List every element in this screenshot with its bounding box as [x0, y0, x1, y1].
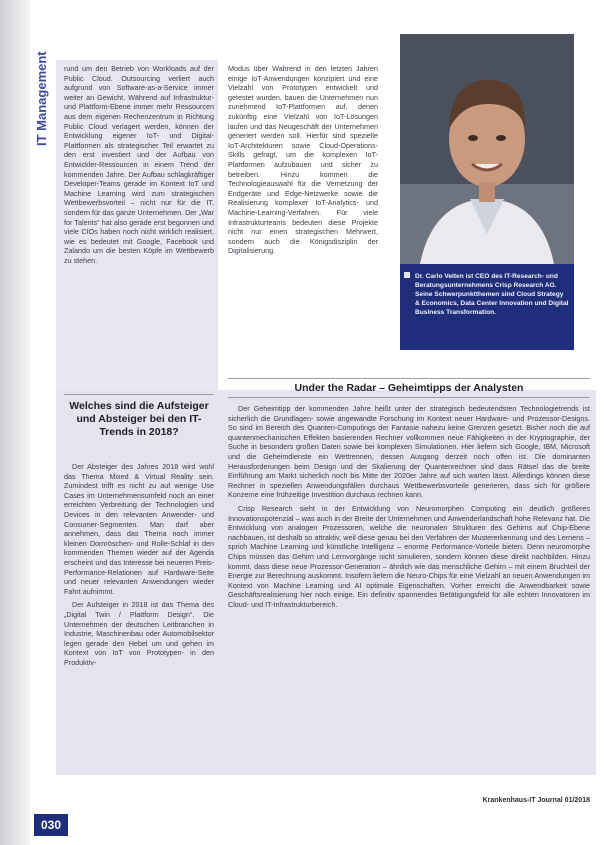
sidebar-text — [64, 462, 214, 772]
sidebar-title: Welches sind die Aufsteiger und Absteiger bei den IT-Trends in 2018? — [69, 400, 209, 438]
sidebar-paragraph: Der Aufsteiger in 2018 ist das Thema des „Digital Twin / Plattform Design“. Die Unternehmen der deutschen Leitbranchen in Industrie, Maschinenbau oder Automobilsektor legen gerade den Hebel um und gehen im Kontext von IoT von Prototypen- in den Produktiv- — [64, 600, 214, 667]
journal-name: Krankenhaus-IT Journal 01/2018 — [482, 797, 590, 804]
radar-text — [228, 404, 590, 772]
radar-paragraph: Crisp Research sieht in der Entwicklung von Neuromorphen Computing ein deutlich größeres Innovationspotenzial – was auch in der Breite der Unternehmen und Anwenderlandschaft hohe Relevanz hat. Die Entwicklung von analogen Prozessoren, welche die neuronalen Strukturen des Gehirns auf Chip-Ebene nachbauen, ist deshalb so attraktiv, weil diese genau bei den Verfahren der Mustererkennung und des Lernens – sprich Machine Learning und künstliche Intelligenz – enorme Performance-Vorteile bieten. Denn neuromorphe Chips müssen das Gehirn und Lernvorgänge nicht simulieren, sondern können diese direkt nachbilden. Hinzu kommt, dass diese neue Prozessor-Generation – ähnlich wie das menschliche Gehirn – mit einem Bruchteil der Energie zur Berechnung auskommt. Insofern liefern die Neuro-Chips für eine Vielzahl an neuen Anwendungen im Kontext von Machine Learning und AI optimale Eigenschaften. Vorher erreicht die Anwendbarkeit sowie Geschäftsrealisierung hier noch einige. Ein definitiv spannendes Betätigungsfeld für alle echten Innovatoren im Cloud- und IT-Infrastrukturbereich. — [228, 503, 590, 609]
column2-text — [228, 64, 378, 354]
section-label: IT Management — [34, 51, 49, 146]
sidebar-paragraph: Der Absteiger des Jahres 2018 wird wohl das Thema Mixed & Virtual Reality sein. Zumindest trifft es nicht zu auf wenige Use Cases im Unternehmensumfeld noch an einer erreichten Verbreitung der Technologien und Devices in den relevanten Anwender- und Consumer-Segmenten. Man darf aber annehmen, dass das Thema noch immer kleinen Dornröschen- und Rolle-Schlaf in den kommenden Themen wieder auf der Agenda erscheint und das Interesse bei neueren Preis-Performance-Relationen auf Hardware-Seite und neuer relevanten Anwendungen wieder Fahrt aufnimmt. — [64, 462, 214, 596]
page-gutter — [0, 0, 30, 845]
page-number: 030 — [34, 814, 68, 836]
radar-heading: Under the Radar – Geheimtipps der Analysten — [228, 378, 590, 398]
caption-marker — [404, 272, 410, 278]
column1-text — [64, 64, 214, 382]
column2-paragraph: Modus über Wahrend in den letzten Jahren einige IoT-Anwendungen konzipiert und eine Vielzahl von Prototypen entwickelt und getestet wurden, bauen die Unternehmen nun zunehmend IoT-Plattformen auf, denen zukünftig eine Vielzahl von IoT-Lösungen laufen und das Neugeschäft der Unternehmen generiert werden soll. Hierfür sind spezielle IoT-Architekturen sowie Cloud-Operations-Skills gefragt, um die komplexen IoT-Plattformen aufzubauen und sicher zu betreiben. Hinzu kommen die Technologieauswahl für die Vernetzung der Endgeräte und Edge-Netzwerke sowie die Realisierung komplexer IoT-Analytics- und Machine-Learning-Verfahren. Für viele Infrastrukturteams bedeuten diese Projekte nicht nur einen strategischen Mehrwert, sondern auch die Königsdisziplin der Digitalisierung. — [228, 64, 378, 256]
author-photo — [400, 34, 574, 264]
sidebar-rule — [64, 394, 214, 395]
photo-caption: Dr. Carlo Velten ist CEO des IT-Research- und Beratungsunternehmens Crisp Research AG. Seine Schwerpunktthemen sind Cloud Strategy & Economics, Data Center Innovation und Digital Business Transformation. — [415, 273, 569, 316]
radar-paragraph: Der Geheimtipp der kommenden Jahre heißt unter der strategisch bedeutendsten Technologietrends ist sicherlich die Grundlagen- sowie angewandte Forschung im Kontext neuer Hardware- und Prozessor-Designs. So sind im Bereich des Quanten-Computings der Fantasie nahezu keine Grenzen gesetzt. Bisher noch die auf quantenmechanischen Effekten basierenden Rechner vollkommen neue Fähigkeiten in der Kryptographie, der Suche in besonders großen Daten sowie bei komplexen Simulationen. Hier liefern sich Google, IBM, Microsoft und die Geheimdienste ein Wettrennen, dessen Ausgang derzeit noch offen ist. Die dominanten Herausforderungen beim Design und der Skalierung der Quantenrechner sind dass Rätsel das die breite Einführung am Markt sicherlich noch bis Mitte der 2020er Jahre auf sich warten lässt. Allerdings können diese Rechner in speziellen Anwendungsfällen durchaus Wettbewerbsvorteile generieren, dass sich für größere Konzerne eine frühzeitige Investition durchaus rechnen kann. — [228, 404, 590, 500]
portrait-illustration — [400, 34, 574, 264]
column1-paragraph: rund um den Betrieb von Workloads auf der Public Cloud. Outsourcing verliert auch aufgrund von Software-as-a-Service immer weiter an Gewicht. Während auf Infrastruktur- und Plattform-Ebene immer mehr Ressourcen aus dem eigenen Rechenzentrum in Richtung Public Cloud verlagert werden, können der Entwicklung eigener IoT- und Digital-Plattformen als strategischer Teil erwartet zu den erst investiert und der Aufbau von Entwickler-Ressourcen in einem Trend der kommenden Jahre. Der Aufbau schlagkräftiger Developer-Teams gerade im Kontext IoT und Machine Learning wird zum strategischen Wettbewerbsvorteil – nicht nur für die IT, sondern für das ganze Unternehmen. Der „War for Talents“ hat also gerade erst begonnen und viele CIOs haben noch nicht wirklich realisiert, wie es bedeutet mit Google, Facebook und Zalando um die besten Köpfe im Wettbewerb zu stehen. — [64, 64, 214, 265]
